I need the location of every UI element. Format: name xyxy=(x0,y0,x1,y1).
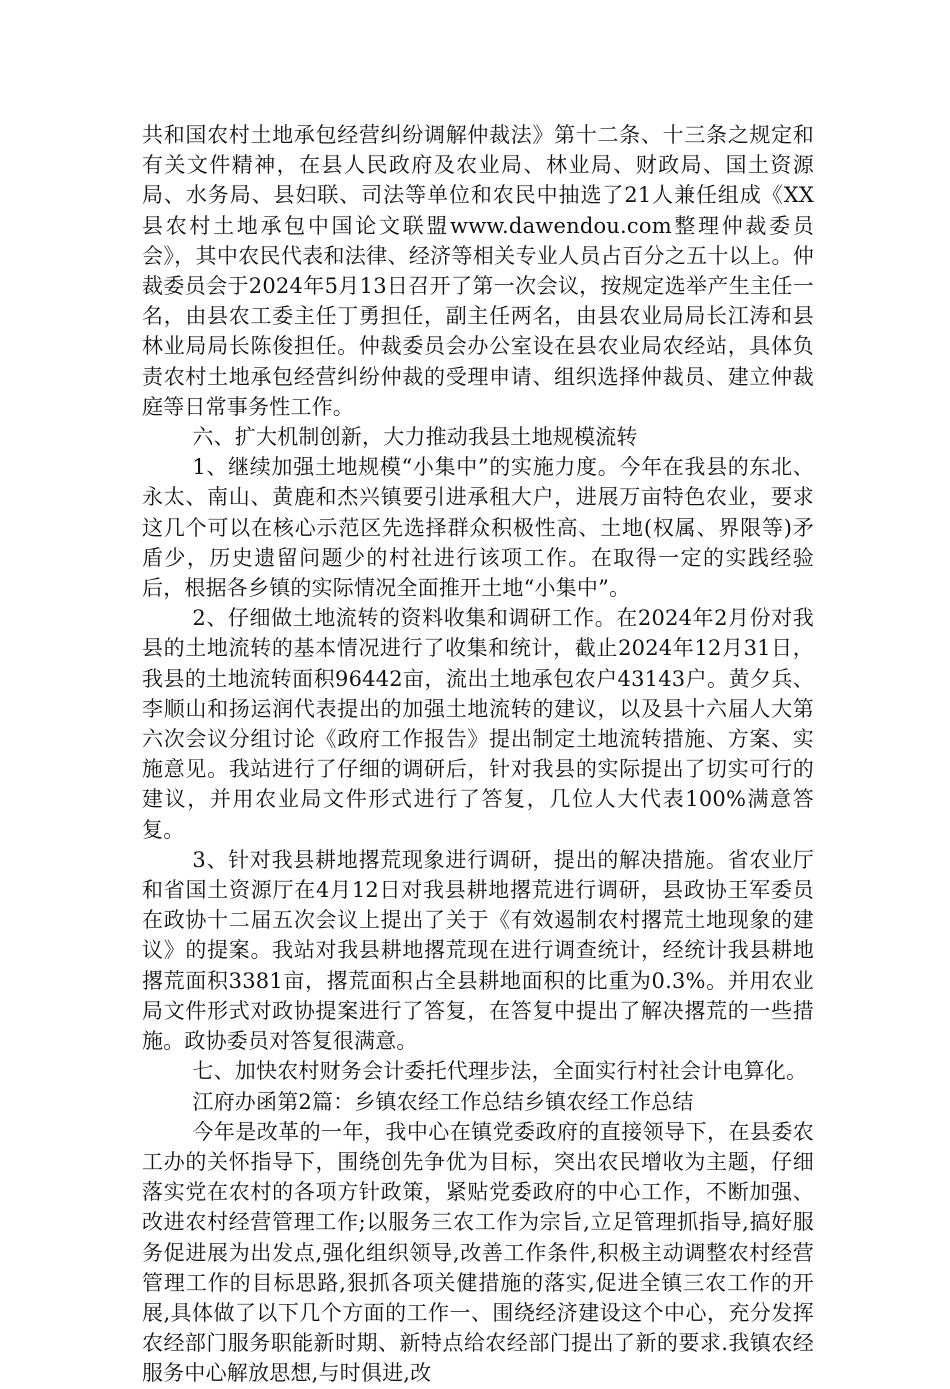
heading-article-two: 江府办函第2篇：乡镇农经工作总结乡镇农经工作总结 xyxy=(192,1089,694,1114)
paragraph-item-2: 2、仔细做土地流转的资料收集和调研工作。在2024年2月份对我县的土地流转的基本情况进行了收集和统计，截止2024年12月31日，我县的土地流转面积96442亩，流出土地承包农户43143户。黄夕兵、李顺山和扬运润代表提出的加强土地流转的建议，以及县十六届人大第六次会议分组讨论《政府工作报告》提出制定土地流转措施、方案、实施意见。我站进行了仔细的调研后，针对我县的实际提出了切实可行的建议，并用农业局文件形式进行了答复，几位人大代表100%满意答复。 xyxy=(142,606,814,842)
document-page xyxy=(142,120,814,1389)
heading-section-six: 六、扩大机制创新，大力推动我县土地规模流转 xyxy=(192,425,638,450)
heading-section-seven: 七、加快农村财务会计委托代理步法，全面实行村社会计电算化。 xyxy=(192,1059,808,1084)
paragraph-arbitration-committee: 共和国农村土地承包经营纠纷调解仲裁法》第十二条、十三条之规定和有关文件精神，在县人民政府及农业局、林业局、财政局、国土资源局、水务局、县妇联、司法等单位和农民中抽选了21人兼任组成《XX县农村土地承包中国论文联盟www.dawendou.com整理仲裁委员会》，其中农民代表和法律、经济等相关专业人员占百分之五十以上。仲裁委员会于2024年5月13日召开了第一次会议，按规定选举产生主任一名，由县农工委主任丁勇担任，副主任两名，由县农业局局长江涛和县林业局局长陈俊担任。仲裁委员会办公室设在县农业局农经站，具体负责农村土地承包经营纠纷仲裁的受理申请、组织选择仲裁员、建立仲裁庭等日常事务性工作。 xyxy=(142,123,814,419)
paragraph-annual-summary: 今年是改革的一年，我中心在镇党委政府的直接领导下，在县委农工办的关怀指导下，围绕创先争优为目标，突出农民增收为主题，仔细落实党在农村的各项方针政策，紧贴党委政府的中心工作，不断加强、改进农村经营管理工作;以服务三农工作为宗旨,立足管理抓指导,搞好服务促进展为出发点,强化组织领导,改善工作条件,积极主动调整农村经营管理工作的目标思路,狠抓各项关健措施的落实,促进全镇三农工作的开展,具体做了以下几个方面的工作一、围绕经济建设这个中心，充分发挥农经部门服务职能新时期、新特点给农经部门提出了新的要求.我镇农经服务中心解放思想,与时俱进,改 xyxy=(142,1119,814,1386)
paragraph-item-3: 3、针对我县耕地撂荒现象进行调研，提出的解决措施。省农业厅和省国土资源厅在4月12日对我县耕地撂荒进行调研，县政协王军委员在政协十二届五次会议上提出了关于《有效遏制农村撂荒土地现象的建议》的提案。我站对我县耕地撂荒现在进行调查统计，经统计我县耕地撂荒面积3381亩，撂荒面积占全县耕地面积的比重为0.3%。并用农业局文件形式对政协提案进行了答复，在答复中提出了解决撂荒的一些措施。政协委员对答复很满意。 xyxy=(142,847,814,1054)
paragraph-item-1: 1、继续加强土地规模“小集中”的实施力度。今年在我县的东北、永太、南山、黄鹿和杰兴镇要引进承租大户，进展万亩特色农业，要求这几个可以在核心示范区先选择群众积极性高、土地(权属、界限等)矛盾少，历史遗留问题少的村社进行该项工作。在取得一定的实践经验后，根据各乡镇的实际情况全面推开土地“小集中”。 xyxy=(142,455,814,601)
